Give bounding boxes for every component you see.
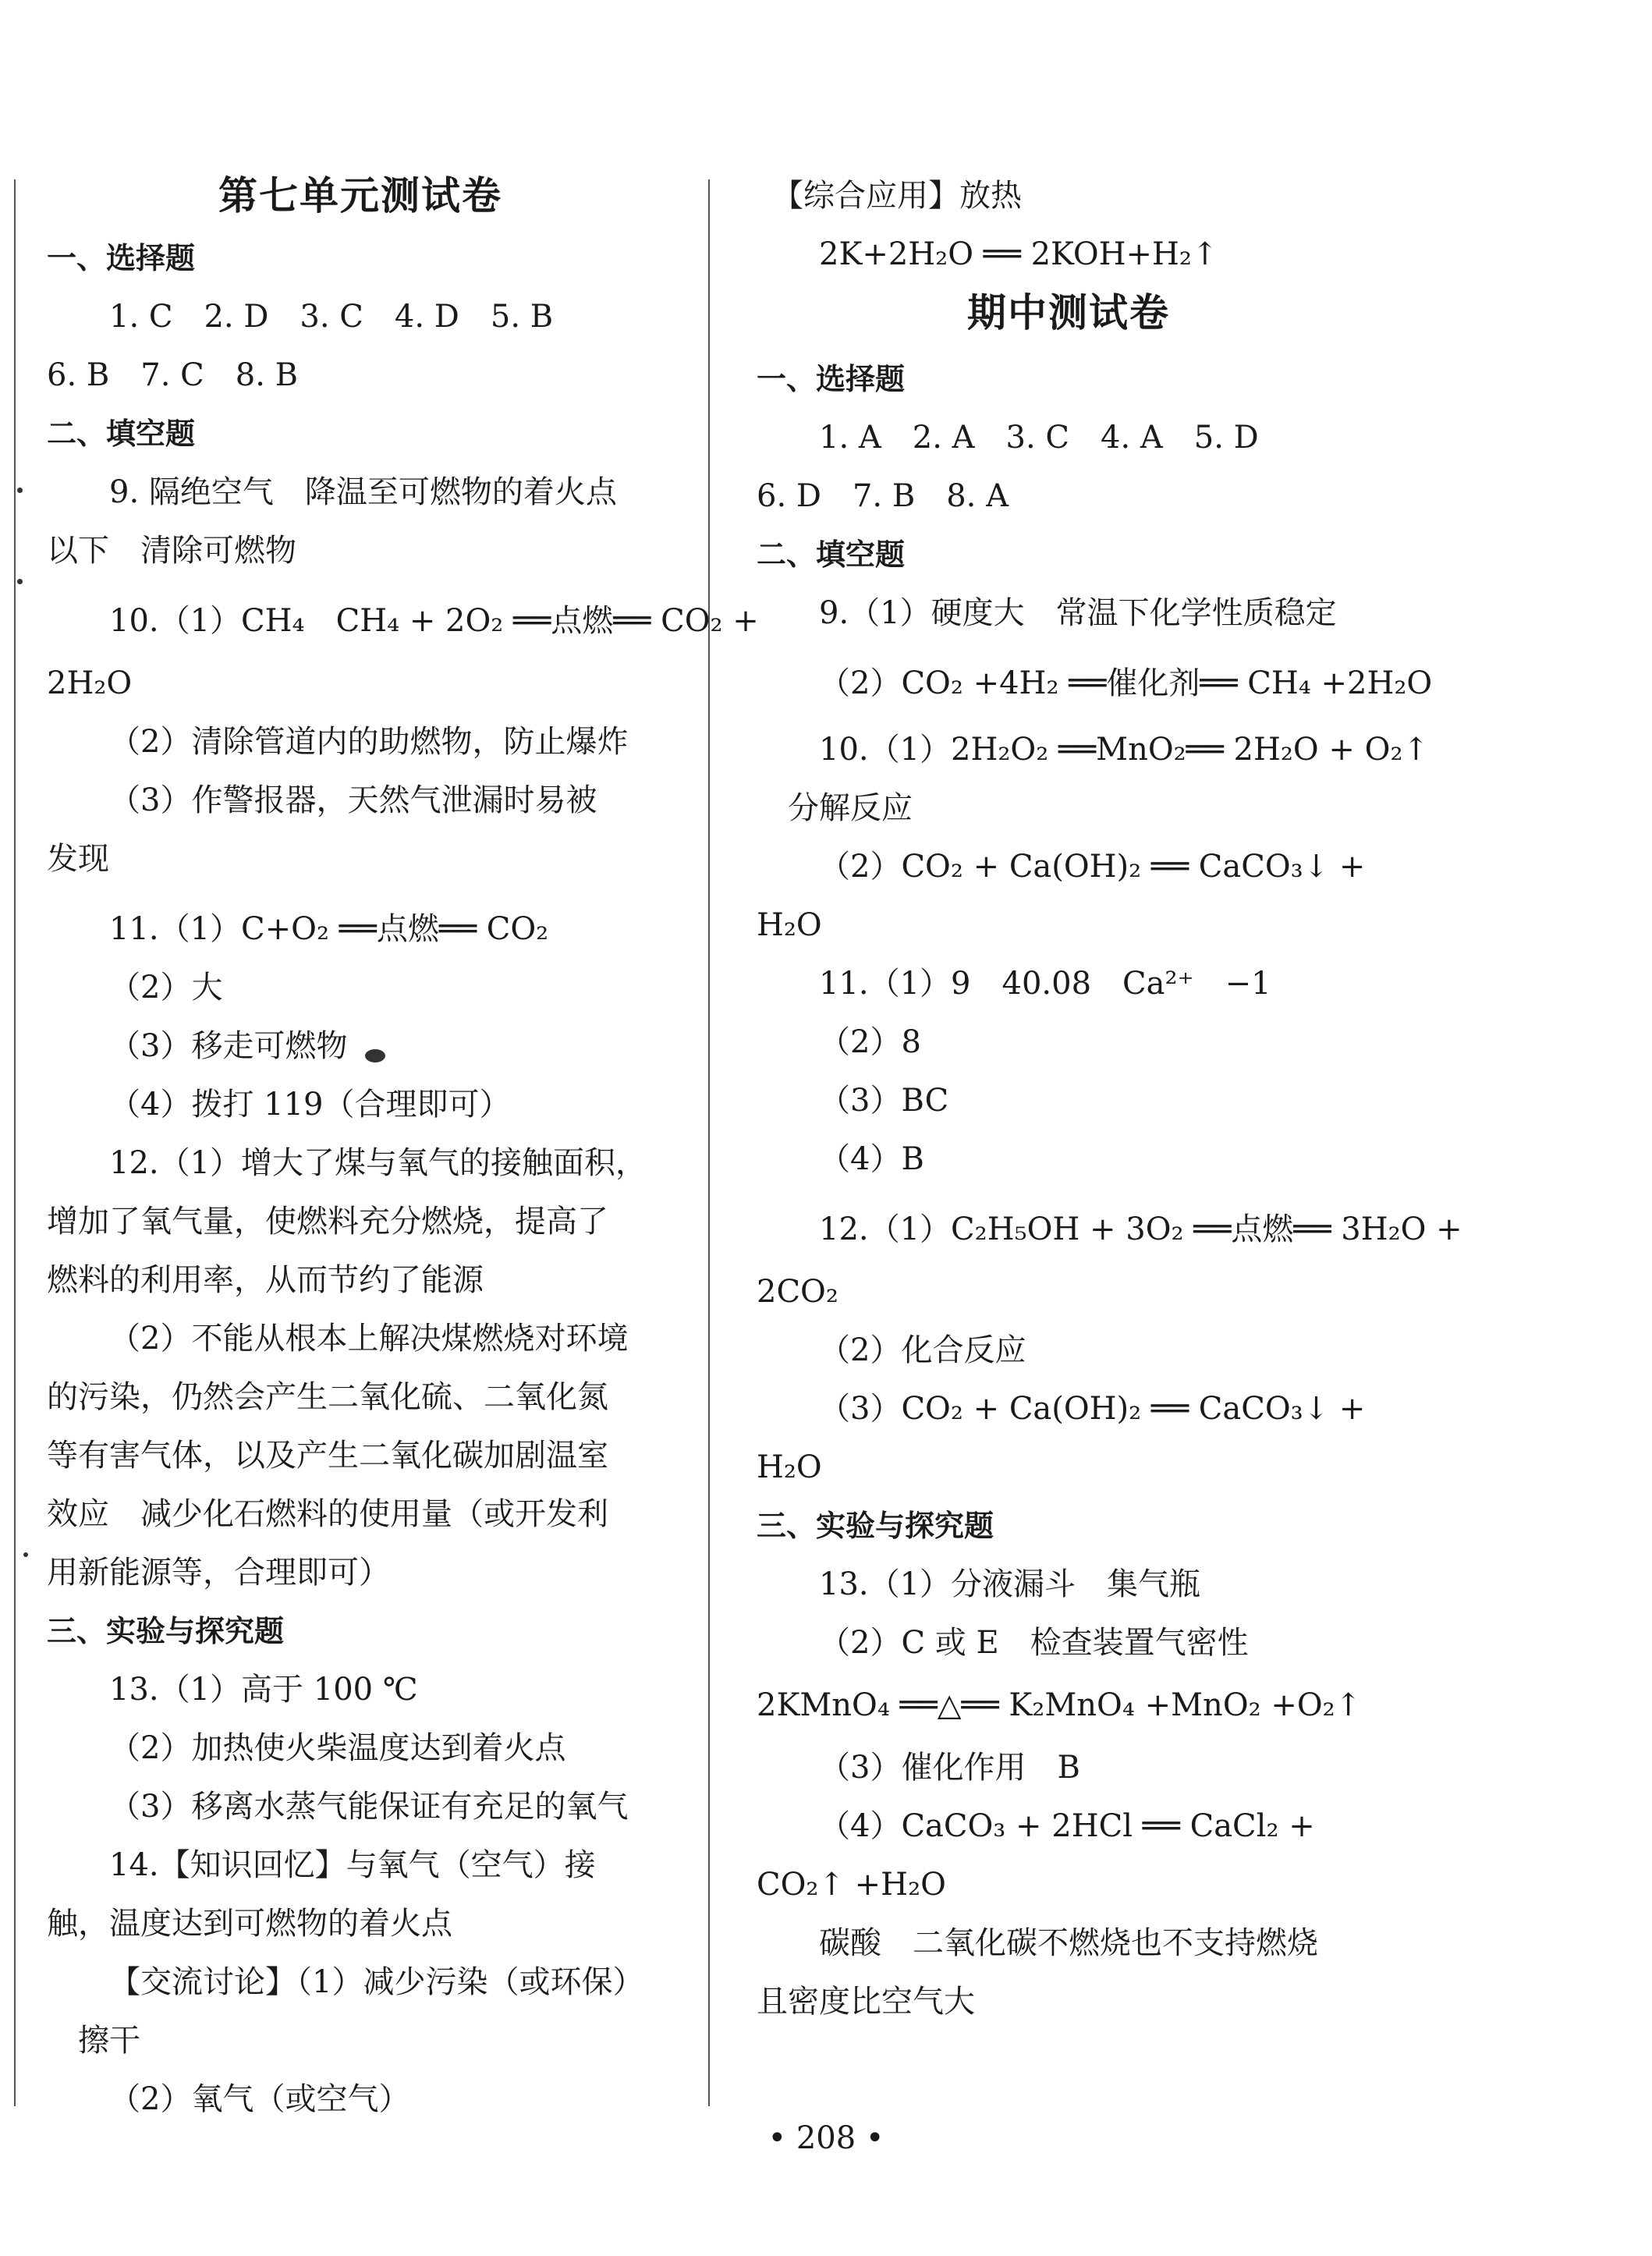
answer-line: 2CO₂ — [757, 1274, 838, 1310]
answer-line: （2）化合反应 — [819, 1332, 1026, 1368]
answer-line: 14.【知识回忆】与氧气（空气）接 — [109, 1847, 596, 1883]
answer-line: 6. B 7. C 8. B — [47, 357, 299, 393]
answer-line: 发现 — [47, 841, 109, 877]
answer-line: 11.（1）C+O₂ ══点燃══ CO₂ — [109, 911, 549, 947]
answer-line: 擦干 — [78, 2023, 140, 2059]
answer-line: （2）C 或 E 检查装置气密性 — [819, 1625, 1249, 1661]
answer-line: 【综合应用】放热 — [772, 178, 1022, 214]
answer-line: 12.（1）增大了煤与氧气的接触面积， — [109, 1145, 647, 1181]
answer-line: （4）B — [819, 1141, 924, 1177]
right-column — [710, 0, 1652, 2256]
answer-line: （2）不能从根本上解决煤燃烧对环境 — [109, 1321, 629, 1357]
answer-line: 9. 隔绝空气 降温至可燃物的着火点 — [109, 474, 617, 510]
answer-line: 效应 减少化石燃料的使用量（或开发利 — [47, 1496, 608, 1532]
answer-line: 2H₂O — [47, 665, 133, 701]
answer-line: 燃料的利用率，从而节约了能源 — [47, 1262, 484, 1298]
answer-line: 13.（1）分液漏斗 集气瓶 — [819, 1566, 1201, 1602]
answer-line: 用新能源等，合理即可） — [47, 1555, 390, 1591]
answer-line: 1. C 2. D 3. C 4. D 5. B — [109, 299, 554, 335]
answer-line: 触，温度达到可燃物的着火点 — [47, 1906, 452, 1942]
answer-line: （2）清除管道内的助燃物，防止爆炸 — [109, 724, 629, 760]
answer-line: 1. A 2. A 3. C 4. A 5. D — [819, 420, 1259, 456]
answer-line: 增加了氧气量，使燃料充分燃烧，提高了 — [47, 1204, 608, 1240]
answer-line: （4）CaCO₃ + 2HCl ══ CaCl₂ + — [819, 1808, 1315, 1844]
answer-line: 9.（1）硬度大 常温下化学性质稳定 — [819, 595, 1337, 631]
answer-line: 的污染，仍然会产生二氧化硫、二氧化氮 — [47, 1379, 608, 1415]
page-number: • 208 • — [768, 2120, 884, 2156]
answer-line: 2KMnO₄ ══△══ K₂MnO₄ +MnO₂ +O₂↑ — [757, 1687, 1362, 1723]
answer-line: 11.（1）9 40.08 Ca²⁺ −1 — [819, 966, 1271, 1002]
answer-line: （3）BC — [819, 1083, 949, 1119]
answer-line: （3）催化作用 B — [819, 1750, 1080, 1786]
answer-line: （2）8 — [819, 1024, 921, 1060]
answer-line: 10.（1）2H₂O₂ ══MnO₂══ 2H₂O + O₂↑ — [819, 732, 1430, 768]
answer-line: H₂O — [757, 907, 822, 943]
answer-line: （2）氧气（或空气） — [109, 2081, 410, 2117]
answer-line: 等有害气体，以及产生二氧化碳加剧温室 — [47, 1438, 608, 1474]
answer-line: 2K+2H₂O ══ 2KOH+H₂↑ — [819, 236, 1218, 272]
answer-line: 【交流讨论】（1）减少污染（或环保） — [109, 1964, 644, 2000]
section-heading: 二、填空题 — [47, 417, 196, 451]
answer-line: （4）拨打 119（合理即可） — [109, 1087, 511, 1123]
section-heading: 二、填空题 — [757, 537, 906, 572]
answer-line: （2）CO₂ +4H₂ ══催化剂══ CH₄ +2H₂O — [819, 665, 1433, 701]
section-heading: 一、选择题 — [47, 241, 196, 275]
answer-line: 6. D 7. B 8. A — [757, 478, 1009, 514]
answer-line: （2）大 — [109, 970, 223, 1006]
answer-line: （3）作警报器，天然气泄漏时易被 — [109, 782, 597, 818]
answer-line: 12.（1）C₂H₅OH + 3O₂ ══点燃══ 3H₂O + — [819, 1211, 1462, 1247]
answer-line: 以下 清除可燃物 — [47, 533, 296, 569]
answer-line: H₂O — [757, 1449, 822, 1485]
left-column — [0, 0, 759, 2256]
section-heading: 一、选择题 — [757, 362, 906, 396]
answer-line: 碳酸 二氧化碳不燃烧也不支持燃烧 — [819, 1925, 1318, 1961]
test-title: 期中测试卷 — [967, 289, 1170, 335]
answer-line: 10.（1）CH₄ CH₄ + 2O₂ ══点燃══ CO₂ + — [109, 603, 759, 639]
test-title: 第七单元测试卷 — [218, 172, 502, 218]
answer-line: （3）移离水蒸气能保证有充足的氧气 — [109, 1789, 629, 1825]
answer-line: （2）加热使火柴温度达到着火点 — [109, 1730, 566, 1766]
answer-line: 且密度比空气大 — [757, 1984, 975, 2020]
answer-line: CO₂↑ +H₂O — [757, 1867, 946, 1903]
answer-line: （3）CO₂ + Ca(OH)₂ ══ CaCO₃↓ + — [819, 1391, 1366, 1427]
answer-line: （2）CO₂ + Ca(OH)₂ ══ CaCO₃↓ + — [819, 849, 1366, 885]
answer-line: 分解反应 — [788, 790, 913, 826]
section-heading: 三、实验与探究题 — [47, 1614, 285, 1648]
section-heading: 三、实验与探究题 — [757, 1509, 994, 1543]
answer-line: （3）移走可燃物 — [109, 1028, 348, 1064]
answer-line: 13.（1）高于 100 ℃ — [109, 1672, 418, 1708]
